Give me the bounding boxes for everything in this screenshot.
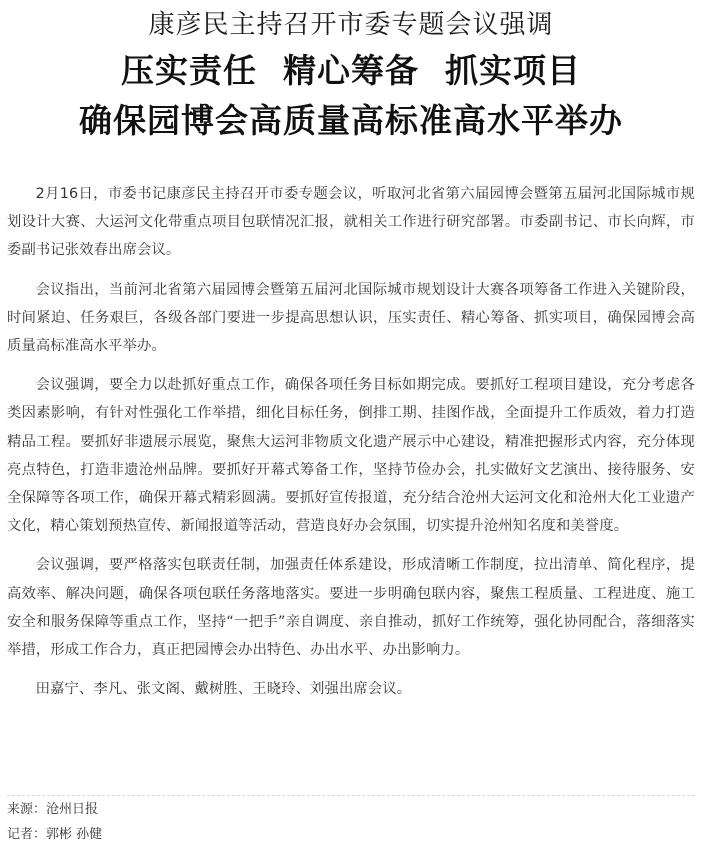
headline: [0, 8, 702, 146]
article-reporter: 记者：郭彬 孙健: [7, 827, 103, 842]
headline-subtitle: 康彦民主持召开市委专题会议强调: [148, 10, 554, 40]
article-source: 来源：沧州日报: [7, 802, 99, 817]
article-paragraph: 会议强调，要全力以赴抓好重点工作，确保各项任务目标如期完成。要抓好工程项目建设，充分考虑各类因素影响，有针对性强化工作举措，细化目标任务，倒排工期、挂图作战，全面提升工作质效，着力打造精品工程。要抓好非遗展示展览，聚焦大运河非物质文化遗产展示中心建设，精准把握形式内容，充分体现亮点特色，打造非遗沧州品牌。要抓好开幕式筹备工作，坚持节俭办会，扎实做好文艺演出、接待服务、安全保障等各项工作，确保开幕式精彩圆满。要抓好宣传报道，充分结合沧州大运河文化和沧州大化工业遗产文化，精心策划预热宣传、新闻报道等活动，营造良好办会氛围，切实提升沧州知名度和美誉度。: [7, 377, 695, 535]
article-body: [7, 180, 695, 714]
article-paragraph: 田嘉宁、李凡、张文阁、戴树胜、王晓玲、刘强出席会议。: [35, 681, 412, 698]
footer-divider: [7, 795, 695, 796]
headline-title-line2: 确保园博会高质量高标准高水平举办: [79, 101, 623, 140]
title-part-2: 精心筹备: [283, 51, 419, 90]
title-part-3: 抓实项目: [445, 51, 581, 90]
article-paragraph: 会议指出，当前河北省第六届园博会暨第五届河北国际城市规划设计大赛各项筹备工作进入关键阶段，时间紧迫、任务艰巨，各级各部门要进一步提高思想认识，压实责任、精心筹备、抓实项目，确保园博会高质量高标准高水平举办。: [7, 281, 695, 355]
headline-title-line1: [0, 46, 702, 96]
article-paragraph: 2月16日，市委书记康彦民主持召开市委专题会议，听取河北省第六届园博会暨第五届河北国际城市规划设计大赛、大运河文化带重点项目包联情况汇报，就相关工作进行研究部署。市委副书记、市长向辉，市委副书记张效春出席会议。: [7, 186, 695, 259]
article-paragraph: 会议强调，要严格落实包联责任制，加强责任体系建设，形成清晰工作制度，拉出清单、简化程序，提高效率、解决问题，确保各项包联任务落地落实。要进一步明确包联内容，聚焦工程质量、工程进度、施工安全和服务保障等重点工作，坚持“一把手”亲自调度、亲自推动，抓好工作统筹，强化协同配合，落细落实举措，形成工作合力，真正把园博会办出特色、办出水平、办出影响力。: [7, 557, 695, 659]
title-part-1: 压实责任: [121, 51, 257, 90]
